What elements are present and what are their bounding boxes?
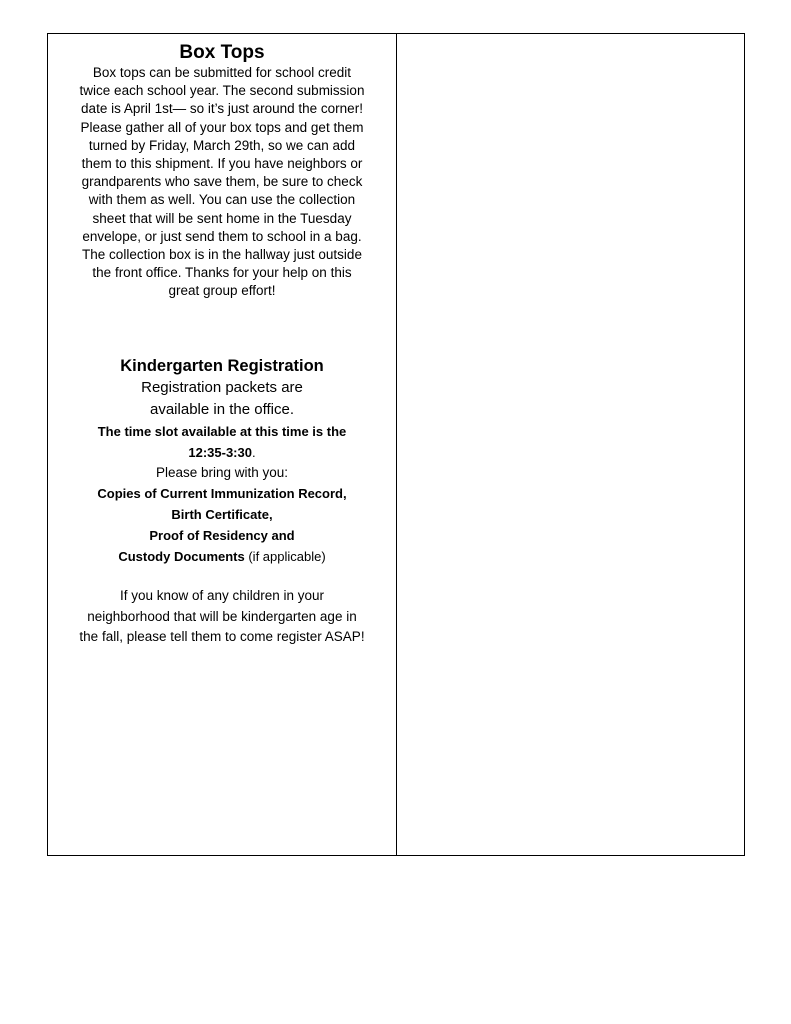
box-tops-line: date is April 1st— so it’s just around the corner! (81, 101, 363, 117)
box-tops-line: them to this shipment. If you have neighbors or (81, 156, 363, 172)
packets-line: available in the office. (150, 400, 294, 418)
box-tops-body (54, 64, 390, 301)
time-slot-suffix: . (251, 444, 256, 460)
closing-line: the fall, please tell them to come register ASAP! (79, 629, 365, 645)
time-slot-value: 12:35-3:30 (188, 444, 252, 460)
box-tops-heading: Box Tops (179, 42, 265, 63)
box-tops-line: sheet that will be sent home in the Tuesday (92, 210, 352, 226)
time-slot-line: The time slot available at this time is the (97, 423, 347, 439)
right-column (397, 34, 744, 855)
box-tops-line: envelope, or just send them to school in a bag. (82, 228, 362, 244)
box-tops-line: Please gather all of your box tops and get them (80, 119, 364, 135)
packets-line: Registration packets are (141, 378, 303, 396)
closing-line: If you know of any children in your (119, 588, 325, 604)
kindergarten-heading: Kindergarten Registration (120, 356, 324, 375)
box-tops-line: twice each school year. The second submission (79, 83, 365, 99)
document-item-custody (48, 546, 396, 567)
box-tops-line: The collection box is in the hallway just outside (82, 247, 362, 263)
closing-line: neighborhood that will be kindergarten age in (87, 608, 357, 624)
document-item: Custody Documents (118, 549, 245, 565)
time-slot-value-line (48, 442, 396, 463)
box-tops-line: Box tops can be submitted for school credit (92, 65, 352, 80)
box-tops-line: with them as well. You can use the collection (88, 192, 356, 208)
bring-intro: Please bring with you: (155, 464, 289, 480)
box-tops-line: grandparents who save them, be sure to check (81, 174, 363, 190)
newsletter-table (47, 33, 745, 856)
box-tops-line: great group effort! (168, 283, 276, 299)
box-tops-line: turned by Friday, March 29th, so we can add (88, 137, 356, 153)
box-tops-line: the front office. Thanks for your help on this (92, 265, 352, 281)
document-item: Birth Certificate, (171, 507, 273, 523)
document-item: Proof of Residency and (149, 528, 295, 544)
left-column (48, 34, 397, 855)
document-note: (if applicable) (244, 549, 326, 565)
document-item: Copies of Current Immunization Record, (97, 486, 347, 502)
